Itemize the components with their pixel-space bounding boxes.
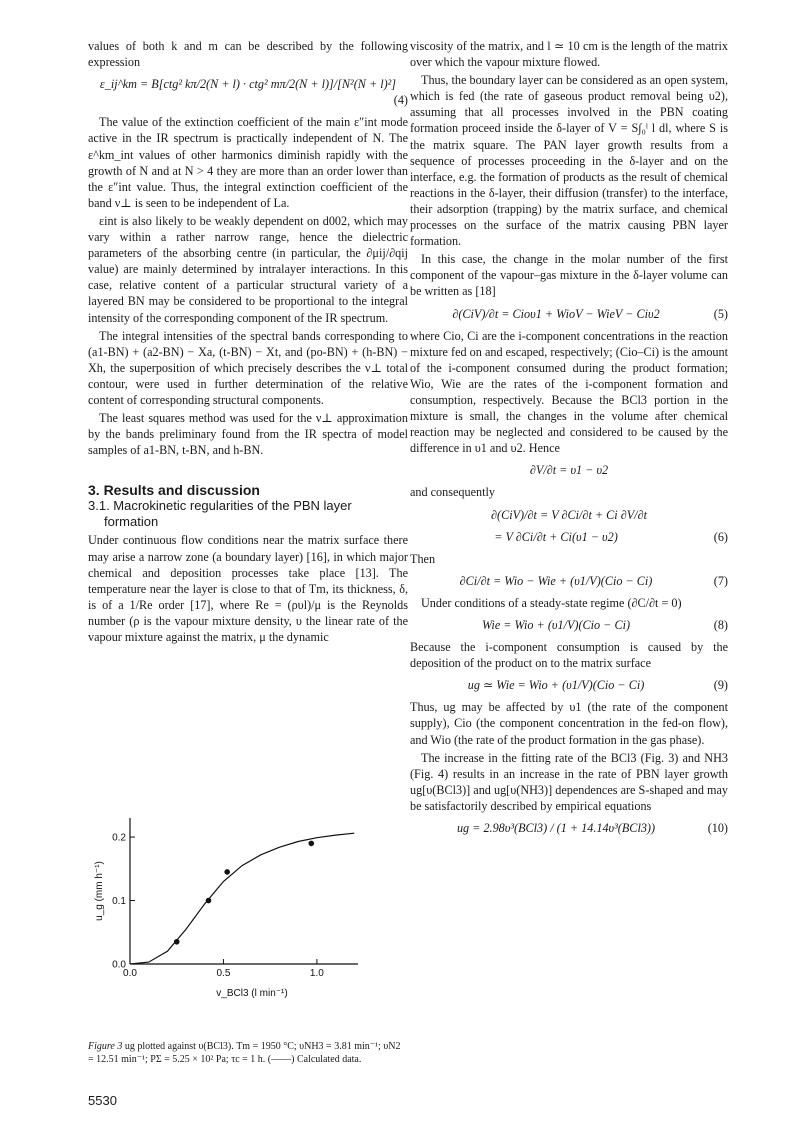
caption-label: Figure 3 — [88, 1041, 123, 1052]
data-point — [308, 841, 314, 847]
paragraph: The value of the extinction coefficient of the main ε″int mode active in the IR spectrum is practically independent of N. The ε^km_int values of other harmonics diminish rapidly with the growth of N and at N > 4 they are more than an order lower than the ε″int value. Thus, the integral extinction coefficient of the band ν⊥ is seen to be independent of La. — [88, 115, 408, 210]
fit-curve — [130, 833, 354, 964]
equation-5-number: (5) — [713, 306, 728, 321]
equation-7-body: ∂Ci/∂t = Wio − Wie + (υ1/V)(Cio − Ci) — [459, 573, 653, 588]
paragraph: εint is also likely to be weakly dependent on d002, which may vary within a rather narrow range, hence the dielectric parameters of the absorbing centre (in particular, the ∂μij/∂qij value) are mainly determined by intralayer interactions. In this case, relative content of a particular structural variety of a layered BN may be considered to be proportional to the integral intensity of the corresponding component of the IR spectrum. — [88, 213, 408, 325]
equation-10-number: (10) — [707, 821, 728, 836]
equation-6a-body: ∂(CiV)/∂t = V ∂Ci/∂t + Ci ∂V/∂t — [491, 507, 647, 522]
equation-4 — [88, 76, 408, 108]
equation-volume-body: ∂V/∂t = υ1 − υ2 — [529, 463, 609, 478]
equation-volume — [410, 462, 728, 478]
equation-4-body: ε_ij^km = B[ctg² kπ/2(N + l) · ctg² mπ/2(N + l)]/[N²(N + l)²] — [99, 77, 397, 92]
paragraph: In this case, the change in the molar number of the first component of the vapour–gas mixture in the δ-layer volume can be written as [18] — [410, 252, 728, 299]
subsection-heading: 3.1. Macrokinetic regularities of the PBN layer formation — [88, 498, 352, 530]
equation-5-body: ∂(CiV)/∂t = Cioυ1 + WioV − WieV − Ciυ2 — [452, 306, 660, 321]
paragraph: The increase in the fitting rate of the BCl3 (Fig. 3) and NH3 (Fig. 4) results in an increase in the rate of PBN layer growth ug[υ(BCl3)] and ug[υ(NH3)] dependences are S-shaped and may be satisfactorily described by empirical equations — [410, 750, 728, 813]
data-point — [206, 898, 212, 904]
equation-7 — [410, 573, 728, 589]
figure-caption — [88, 1040, 406, 1066]
data-point — [224, 869, 230, 875]
figure-3 — [88, 808, 408, 1028]
equation-10-body: ug = 2.98υ³(BCl3) / (1 + 14.14υ³(BCl3)) — [456, 821, 656, 836]
paragraph: Then — [410, 551, 436, 566]
x-axis-label: v_BCl3 (l min⁻¹) — [216, 988, 288, 999]
equation-6 — [410, 529, 728, 545]
equation-6-body: = V ∂Ci/∂t + Ci(υ1 − υ2) — [494, 529, 618, 544]
x-tick-label: 1.0 — [309, 968, 324, 979]
chart-svg — [88, 808, 408, 1028]
paragraph: where Cio, Ci are the i-component concentrations in the reaction mixture fed on and escaped, respectively; (Cio–Ci) is the amount of the i-component consumed during the product formation; Wio, Wie are the rates of the i-component formation and consumption, respectively. Because the BCl3 portion in the mixture is small, the changes in the volume after chemical reaction may be neglected and considered to be caused by the difference in υ1 and υ2. Hence — [410, 328, 728, 456]
section-heading: 3. Results and discussion — [88, 482, 260, 499]
data-point — [174, 939, 180, 945]
paragraph: Because the i-component consumption is caused by the deposition of the product on to the matrix surface — [410, 640, 728, 671]
paragraph: viscosity of the matrix, and l ≃ 10 cm is the length of the matrix over which the vapour mixture flowed. — [410, 39, 728, 70]
paragraph: Under conditions of a steady-state regime (∂C/∂t = 0) — [421, 595, 682, 610]
equation-5 — [410, 306, 728, 322]
equation-7-number: (7) — [713, 573, 728, 588]
intro-paragraph: values of both k and m can be described by the following expression — [88, 39, 408, 70]
equation-4-number: (4) — [393, 93, 408, 108]
y-tick-label: 0.0 — [112, 959, 126, 971]
equation-8-number: (8) — [713, 618, 728, 632]
paragraph: Thus, the boundary layer can be considered as an open system, which is fed (the rate of gaseous product removal being υ2), assuming that all processes involved in the PBN coating formation proceed inside the δ-layer of V = S∫₀ˡ l dl, where S is the matrix square. The PAN layer growth results from a sequence of processes proceeding in the δ-layer and on the interface, e.g. the formation of products as the result of chemical reactions in the δ-layer, their diffusion (transfer) to the interface, their adsorption (trapping) by the matrix surface, and chemical processes on the surface of the matrix causing PBN layer formation. — [410, 73, 728, 249]
equation-8 — [410, 617, 728, 633]
equation-10 — [410, 820, 728, 836]
equation-6a — [410, 507, 728, 523]
x-tick-label: 0.5 — [216, 968, 231, 979]
x-tick-label: 0.0 — [123, 968, 137, 979]
paragraph: Under continuous flow conditions near the matrix surface there may arise a narrow zone (a boundary layer) [16], in which major chemical and deposition processes take place [13]. The temperature near the layer is close to that of Tm, its thickness, δ, is of a 1/Re order [17], where Re = (ρυl)/μ is the Reynolds number (ρ is the vapour mixture density, υ the linear rate of the vapour mixture against the matrix, μ the dynamic — [88, 533, 408, 644]
equation-9-number: (9) — [713, 678, 728, 693]
page-number: 5530 — [88, 1093, 117, 1108]
left-column — [88, 38, 408, 647]
equation-6-number: (6) — [713, 529, 728, 544]
y-tick-label: 0.2 — [112, 832, 126, 844]
paragraph: and consequently — [410, 485, 495, 500]
paragraph: The least squares method was used for the ν⊥ approximation by the bands preliminary found from the IR spectra of model samples of a1-BN, t-BN, and h-BN. — [88, 411, 408, 458]
paragraph: Thus, ug may be affected by υ1 (the rate of the component supply), Cio (the component concentration in the fed-on flow), and Wio (the rate of the product formation in the gas phase). — [410, 700, 728, 747]
right-column — [410, 38, 728, 842]
caption-text: ug plotted against υ(BCl3). Tm = 1950 °C; υNH3 = 3.81 min⁻¹; υN2 = 12.51 min⁻¹; PΣ = 5.25 × 10² Pa; τc = 1 h. (——) Calculated data. — [88, 1041, 401, 1065]
y-axis-label: u_g (mm h⁻¹) — [94, 861, 105, 921]
paragraph: The integral intensities of the spectral bands corresponding to (a1-BN) + (a2-BN) − Xa, (t-BN) − Xt, and (po-BN) + (h-BN) − Xh, the superposition of which precisely describes the ν⊥ total contour, were used in further determination of the relative content of corresponding structural components. — [88, 328, 408, 407]
equation-9-body: ug ≃ Wie = Wio + (υ1/V)(Cio − Ci) — [467, 678, 645, 693]
equation-9 — [410, 677, 728, 693]
y-tick-label: 0.1 — [112, 896, 126, 908]
equation-8-body: Wie = Wio + (υ1/V)(Cio − Ci) — [481, 618, 631, 632]
